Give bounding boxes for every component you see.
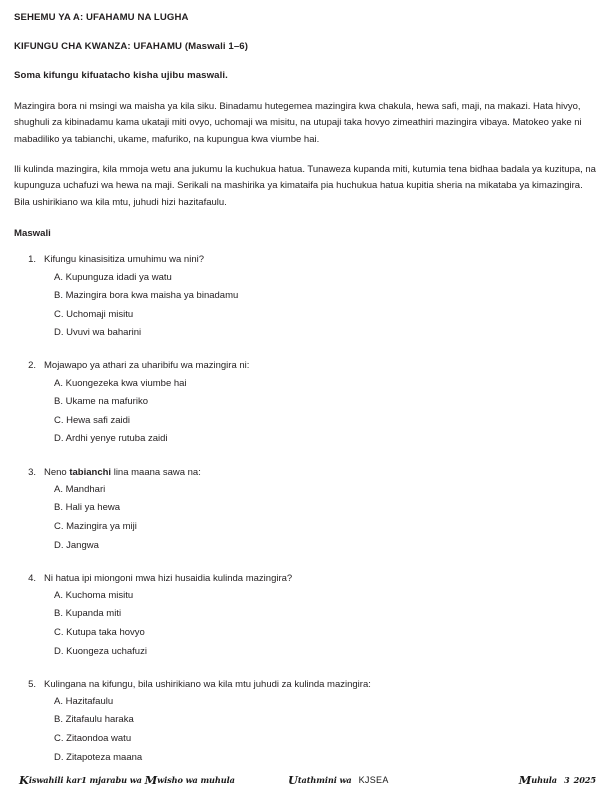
question-item xyxy=(14,252,598,343)
instruction-heading: Soma kifungu kifuatacho kisha ujibu maswali. xyxy=(14,69,228,81)
option-d[interactable]: D. Jangwa xyxy=(54,539,99,551)
footer-center-initial: U xyxy=(288,773,298,787)
options-list xyxy=(44,587,598,661)
passage-paragraph-2: Ili kulinda mazingira, kila mmoja wetu ana jukumu la kuchukua hatua. Tunaweza kupanda miti, kutumia tena bidhaa badala ya kuzitupa, na kupunguza uchafuzi wa hewa na maji. Serikali na mashirika ya kimataifa pia huchukua hatua kupitia sheria na mikataba ya kimazingira. Bila ushirikiano wa kila mtu, juhudi hizi hazitafaulu. xyxy=(14,163,596,208)
question-number: 3. xyxy=(28,466,36,478)
footer-term-number: 3 xyxy=(564,775,570,785)
questions-list xyxy=(14,252,598,767)
page-footer xyxy=(14,769,598,785)
footer-center-rest: tathmini wa xyxy=(297,775,352,785)
footer-right-text xyxy=(519,775,596,785)
footer-year: 2025 xyxy=(573,775,596,785)
options-list xyxy=(44,269,598,343)
question-text xyxy=(44,465,598,481)
option-a[interactable]: A. Mandhari xyxy=(54,483,106,495)
footer-left-text xyxy=(19,775,235,785)
option-c[interactable]: C. Uchomaji misitu xyxy=(54,308,134,320)
option-c[interactable]: C. Hewa safi zaidi xyxy=(54,414,131,426)
question-number: 2. xyxy=(28,360,36,372)
question-item xyxy=(14,465,598,556)
passage-heading: KIFUNGU CHA KWANZA: UFAHAMU (Maswali 1–6) xyxy=(14,40,249,52)
options-list xyxy=(44,375,598,449)
option-b[interactable]: B. Mazingira bora kwa maisha ya binadamu xyxy=(54,290,239,302)
option-c[interactable]: C. Kutupa taka hovyo xyxy=(54,626,145,638)
questions-heading: Maswali xyxy=(14,228,51,240)
options-list xyxy=(44,481,598,555)
footer-left-initial: K xyxy=(19,773,29,787)
option-a[interactable]: A. Kuchoma misitu xyxy=(54,589,134,601)
question-item xyxy=(14,358,598,449)
options-list xyxy=(44,693,598,767)
option-d[interactable]: D. Ardhi yenye rutuba zaidi xyxy=(54,433,168,445)
footer-left-rest-2: wisho wa muhula xyxy=(157,775,235,785)
option-c[interactable]: C. Zitaondoa watu xyxy=(54,733,132,745)
question-bold-term: tabianchi xyxy=(69,466,112,478)
option-b[interactable]: B. Zitafaulu haraka xyxy=(54,714,134,726)
section-heading: SEHEMU YA A: UFAHAMU NA LUGHA xyxy=(14,12,189,23)
option-d[interactable]: D. Zitapoteza maana xyxy=(54,751,143,763)
option-a[interactable]: A. Kupunguza idadi ya watu xyxy=(54,271,172,283)
question-item xyxy=(14,677,598,768)
question-item xyxy=(14,571,598,662)
option-b[interactable]: B. Kupanda miti xyxy=(54,608,122,620)
question-text-before: Neno xyxy=(44,466,70,478)
option-d[interactable]: D. Kuongeza uchafuzi xyxy=(54,645,147,657)
option-d[interactable]: D. Uvuvi wa baharini xyxy=(54,327,142,339)
question-text: Mojawapo ya athari za uharibifu wa mazingira ni: xyxy=(44,360,250,372)
footer-left-rest: iswahili kar1 mjarabu wa xyxy=(28,775,145,785)
question-number: 1. xyxy=(28,254,36,266)
option-b[interactable]: B. Ukame na mafuriko xyxy=(54,396,148,408)
option-b[interactable]: B. Hali ya hewa xyxy=(54,502,121,514)
option-a[interactable]: A. Hazitafaulu xyxy=(54,695,114,707)
question-text: Kifungu kinasisitiza umuhimu wa nini? xyxy=(44,254,204,266)
question-number: 5. xyxy=(28,678,36,690)
footer-right-initial: M xyxy=(518,773,532,787)
question-text-after: lina maana sawa na: xyxy=(111,466,201,478)
option-c[interactable]: C. Mazingira ya miji xyxy=(54,520,137,532)
question-text: Ni hatua ipi miongoni mwa hizi husaidia kulinda mazingira? xyxy=(44,572,293,584)
question-text: Kulingana na kifungu, bila ushirikiano wa kila mtu juhudi za kulinda mazingira: xyxy=(44,678,371,690)
option-a[interactable]: A. Kuongezeka kwa viumbe hai xyxy=(54,377,187,389)
footer-left-initial-2: M xyxy=(144,773,158,787)
footer-right-rest: uhula xyxy=(531,775,557,785)
question-number: 4. xyxy=(28,572,36,584)
passage-paragraph-1: Mazingira bora ni msingi wa maisha ya kila siku. Binadamu hutegemea mazingira kwa chakula, hewa safi, maji, na makazi. Hata hivyo, shughuli za kibinadamu kama ukataji miti ovyo, uchomaji wa misitu, na utupaji taka hovyo zimeathiri mazingira vibaya. Matokeo yake ni mabadiliko ya tabianchi, ukame, mafuriko, na kupungua kwa viumbe hai. xyxy=(14,100,582,145)
footer-center-text xyxy=(288,775,389,785)
footer-exam-name: KJSEA xyxy=(358,775,389,785)
